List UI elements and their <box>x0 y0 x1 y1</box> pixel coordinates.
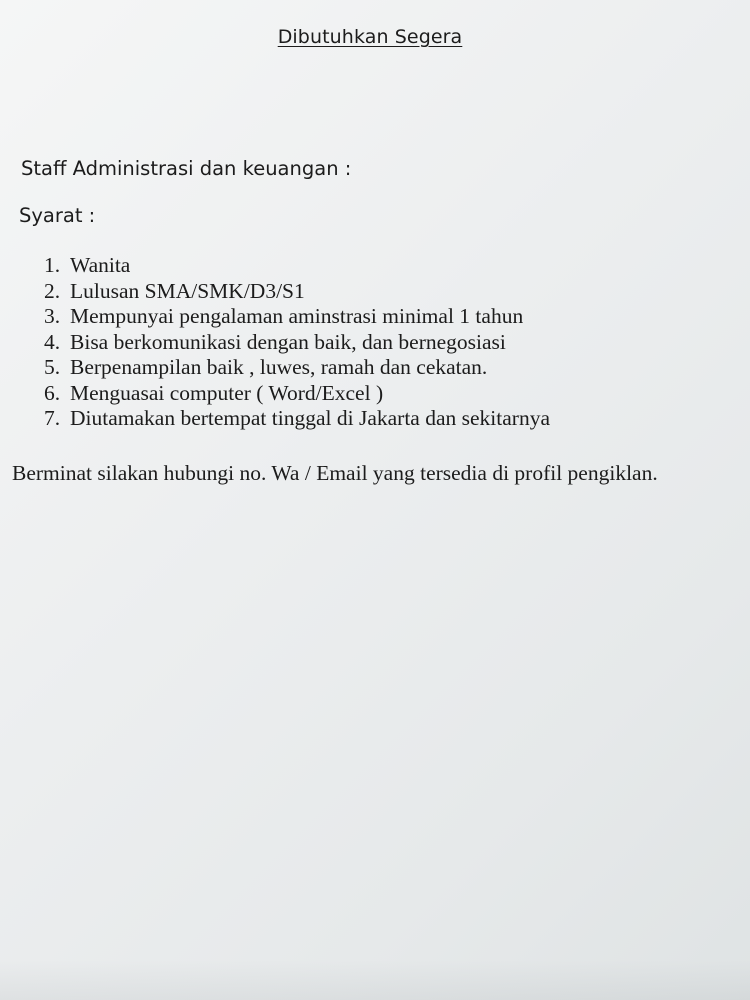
closing-paragraph: Berminat silakan hubungi no. Wa / Email yang tersedia di profil pengiklan. <box>12 461 658 485</box>
requirements-list <box>44 253 550 432</box>
list-item <box>44 406 550 432</box>
list-item-text: Bisa berkomunikasi dengan baik, dan bernegosiasi <box>70 329 506 354</box>
document-title: Dibutuhkan Segera <box>277 26 463 48</box>
list-item-text: Menguasai computer ( Word/Excel ) <box>70 380 384 405</box>
list-item-text: Wanita <box>70 253 131 277</box>
position-heading: Staff Administrasi dan keuangan : <box>21 157 352 180</box>
list-item <box>44 253 550 279</box>
list-item-number: 4. <box>44 329 61 354</box>
list-item-text: Mempunyai pengalaman aminstrasi minimal 1 tahun <box>70 304 524 328</box>
list-item-number: 2. <box>44 278 61 303</box>
list-item <box>44 279 550 305</box>
list-item-number: 3. <box>44 304 61 328</box>
list-item <box>44 355 550 381</box>
requirements-label: Syarat : <box>19 204 96 227</box>
list-item-text: Diutamakan bertempat tinggal di Jakarta dan sekitarnya <box>70 406 550 430</box>
list-item-text: Berpenampilan baik , luwes, ramah dan cekatan. <box>70 355 488 379</box>
list-item-text: Lulusan SMA/SMK/D3/S1 <box>70 278 305 303</box>
list-item-number: 6. <box>44 380 61 405</box>
list-item <box>44 381 550 407</box>
list-item-number: 5. <box>44 355 61 379</box>
list-item-number: 7. <box>44 406 61 430</box>
list-item <box>44 304 550 330</box>
list-item-number: 1. <box>44 253 61 277</box>
list-item <box>44 330 550 356</box>
